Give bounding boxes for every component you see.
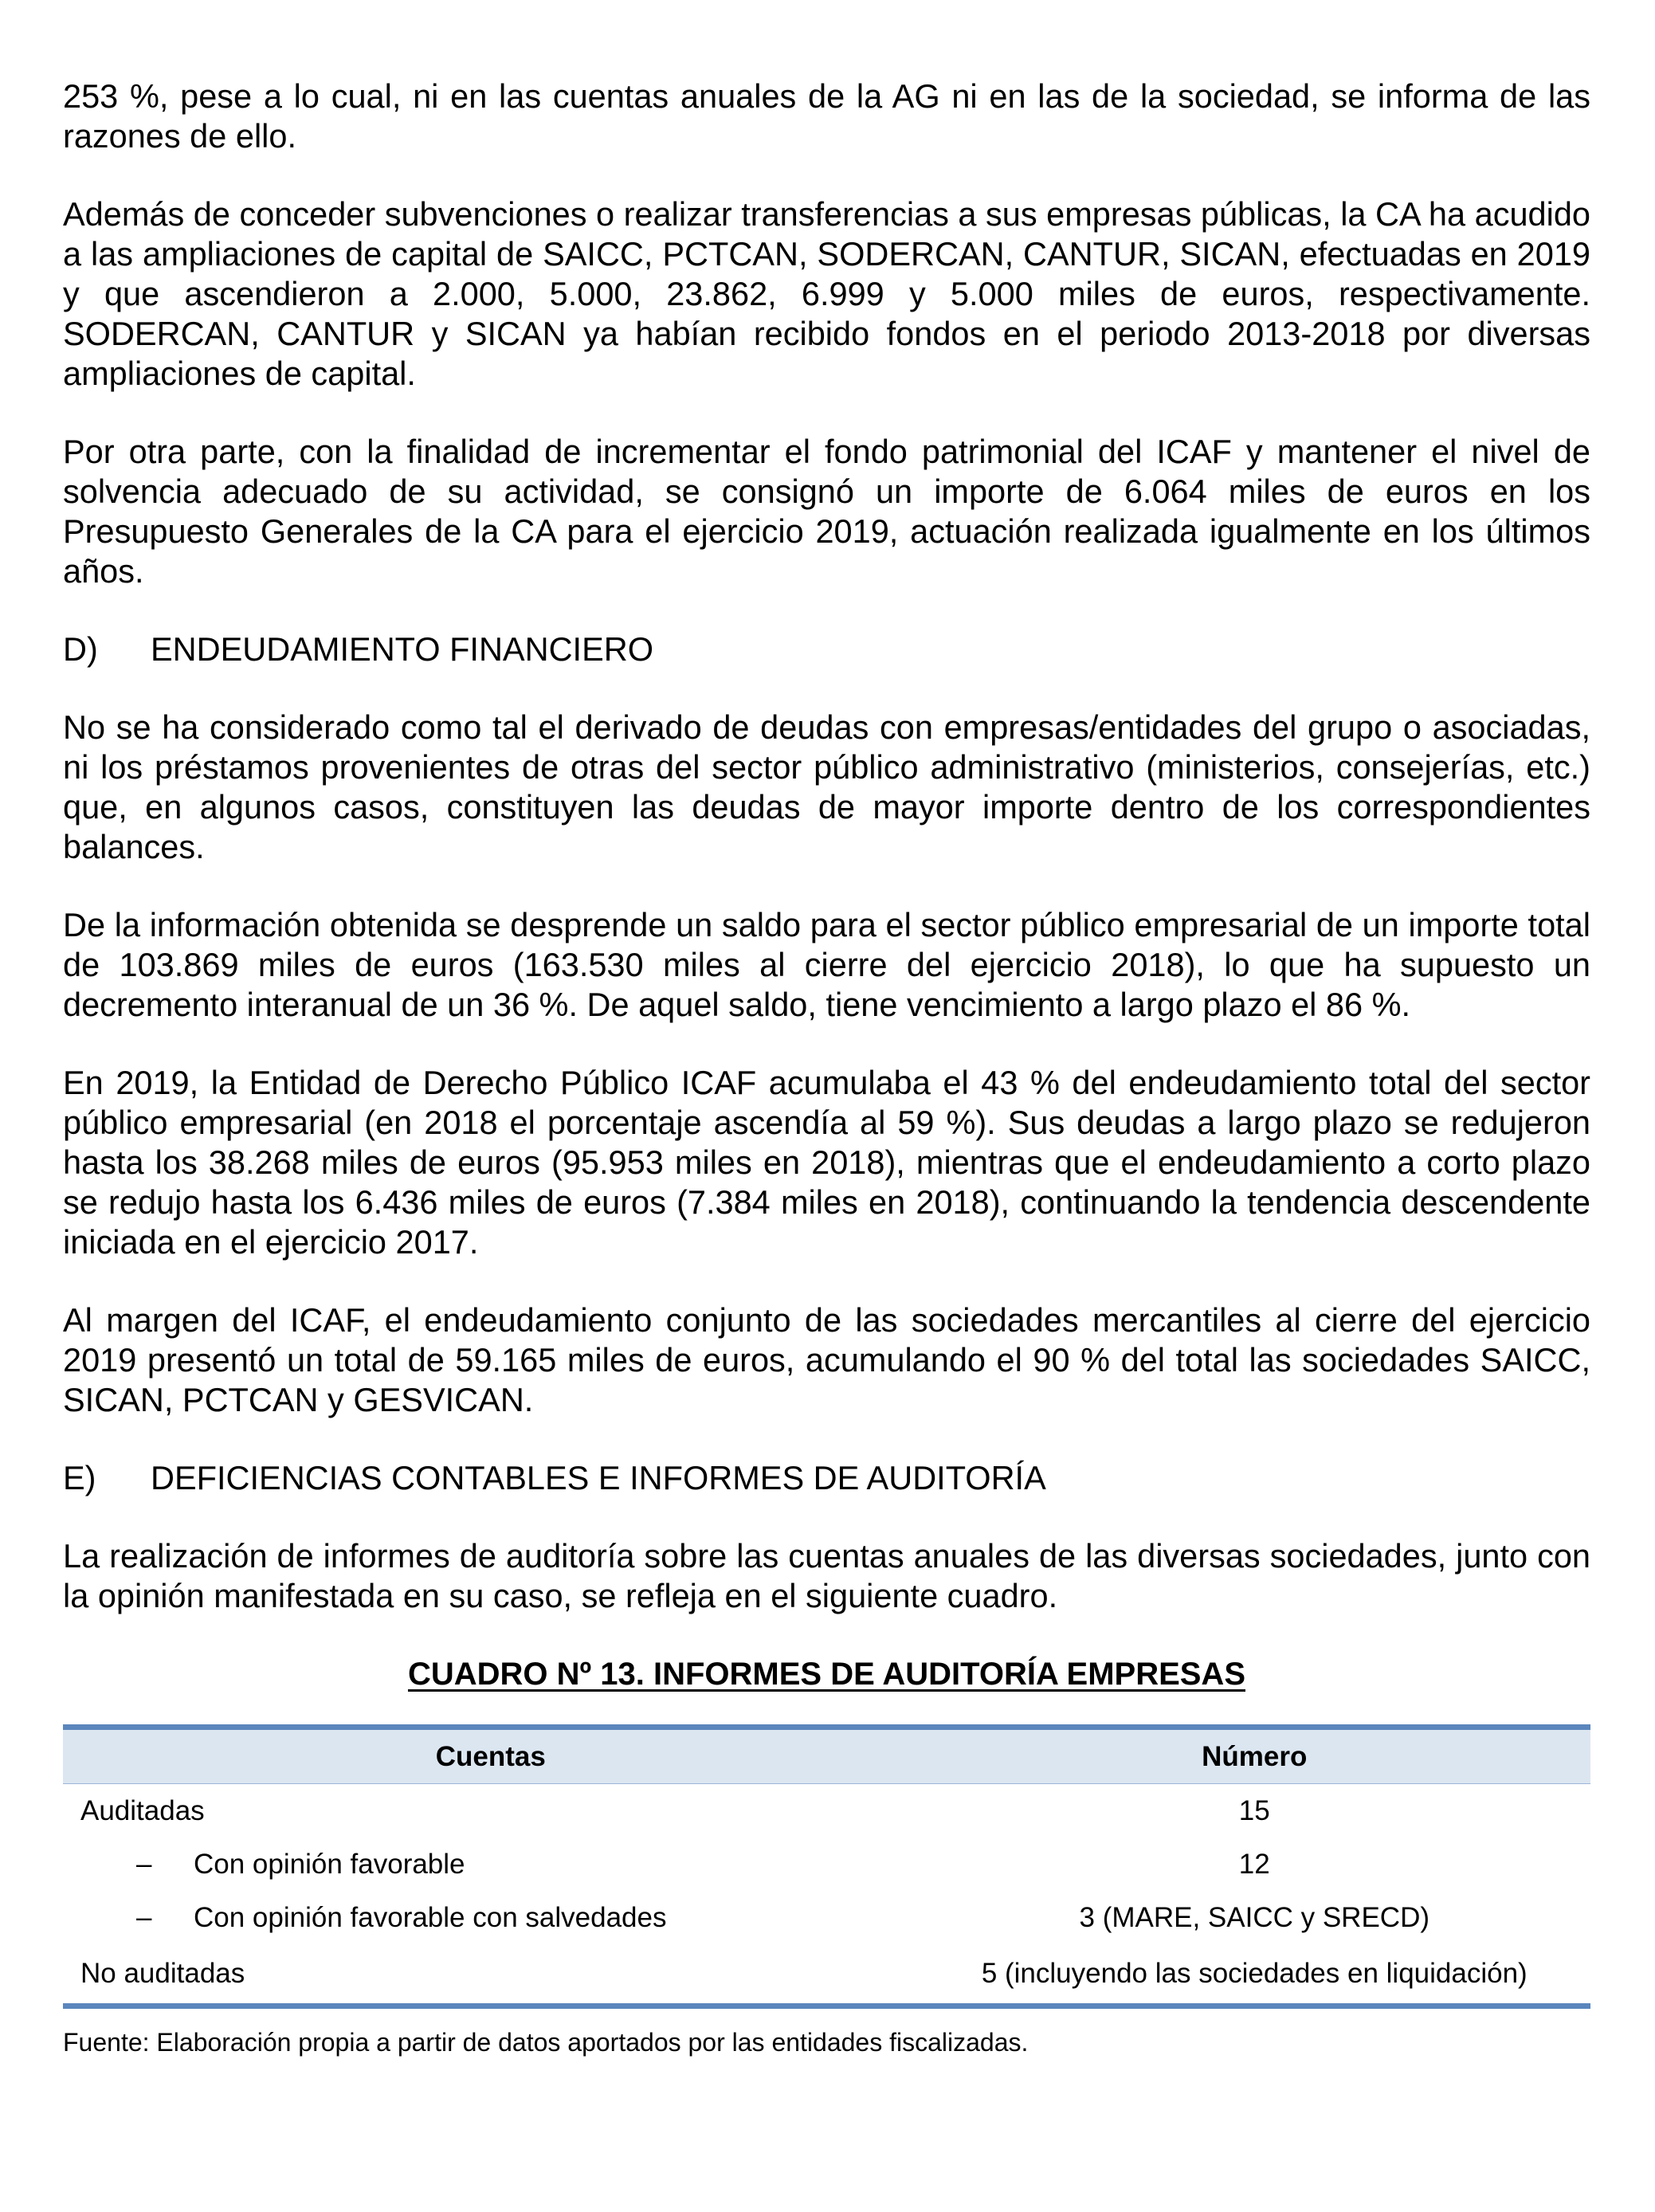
section-title: ENDEUDAMIENTO FINANCIERO	[151, 630, 654, 668]
row-label: Con opinión favorable	[194, 1848, 465, 1880]
bullet-dash: –	[136, 1901, 152, 1933]
audit-table	[63, 1724, 1590, 2009]
row-label: No auditadas	[63, 1944, 919, 2006]
paragraph: De la información obtenida se desprende un saldo para el sector público empresarial de un importe total de 103.869 miles de euros (163.530 miles al cierre del ejercicio 2018), lo que ha supuesto un decremento interanual de un 36 %. De aquel saldo, tiene vencimiento a largo plazo el 86 %.	[63, 906, 1590, 1023]
table-row	[63, 1944, 1590, 2006]
row-label: Auditadas	[80, 1794, 205, 1826]
section-heading-d	[63, 629, 1590, 669]
section-title: DEFICIENCIAS CONTABLES E INFORMES DE AUDITORÍA	[151, 1459, 1046, 1496]
source-note: Fuente: Elaboración propia a partir de datos aportados por las entidades fiscalizadas.	[63, 2028, 1029, 2057]
column-header-numero: Número	[919, 1728, 1590, 1784]
column-header-cuentas: Cuentas	[63, 1728, 919, 1784]
section-heading-e	[63, 1458, 1590, 1498]
table-row	[63, 1837, 1590, 1891]
table-title-text: CUADRO Nº 13. INFORMES DE AUDITORÍA EMPRESAS	[407, 1657, 1245, 1692]
row-value: 15	[1238, 1794, 1270, 1826]
paragraph: No se ha considerado como tal el derivado de deudas con empresas/entidades del grupo o asociadas, ni los préstamos provenientes de otras del sector público administrativo (ministerios, consejerías, etc.) que, en algunos casos, constituyen las deudas de mayor importe dentro de los correspondientes balances.	[63, 708, 1590, 865]
paragraph: Además de conceder subvenciones o realizar transferencias a sus empresas públicas, la CA ha acudido a las ampliaciones de capital de SAICC, PCTCAN, SODERCAN, CANTUR, SICAN, efectuadas en 2019 y que ascendieron a 2.000, 5.000, 23.862, 6.999 y 5.000 miles de euros, respectivamente. SODERCAN, CANTUR y SICAN ya habían recibido fondos en el periodo 2013-2018 por diversas ampliaciones de capital.	[63, 195, 1590, 392]
paragraph: 253 %, pese a lo cual, ni en las cuentas anuales de la AG ni en las de la sociedad, se informa de las razones de ello.	[63, 77, 1590, 155]
row-value: 3 (MARE, SAICC y SRECD)	[1079, 1901, 1429, 1933]
paragraph: Al margen del ICAF, el endeudamiento conjunto de las sociedades mercantiles al cierre del ejercicio 2019 presentó un total de 59.165 miles de euros, acumulando el 90 % del total las sociedades SAICC, SICAN, PCTCAN y GESVICAN.	[63, 1301, 1590, 1418]
table-header-row	[63, 1728, 1590, 1784]
paragraph: En 2019, la Entidad de Derecho Público ICAF acumulaba el 43 % del endeudamiento total del sector público empresarial (en 2018 el porcentaje ascendía al 59 %). Sus deudas a largo plazo se redujeron hasta los 38.268 miles de euros (95.953 miles en 2018), mientras que el endeudamiento a corto plazo se redujo hasta los 6.436 miles de euros (7.384 miles en 2018), continuando la tendencia descendente iniciada en el ejercicio 2017.	[63, 1064, 1590, 1261]
row-label: Con opinión favorable con salvedades	[194, 1901, 667, 1933]
document-page	[63, 76, 1590, 2058]
paragraph: La realización de informes de auditoría sobre las cuentas anuales de las diversas sociedades, junto con la opinión manifestada en su caso, se refleja en el siguiente cuadro.	[63, 1537, 1590, 1614]
table-row	[63, 1784, 1590, 1838]
table-row	[63, 1891, 1590, 1944]
section-letter: D)	[63, 630, 98, 668]
row-label-sub	[63, 1837, 919, 1891]
bullet-dash: –	[136, 1848, 152, 1880]
paragraph: Por otra parte, con la finalidad de incrementar el fondo patrimonial del ICAF y mantener el nivel de solvencia adecuado de su actividad, se consignó un importe de 6.064 miles de euros en los Presupuesto Generales de la CA para el ejercicio 2019, actuación realizada igualmente en los últimos años.	[63, 433, 1590, 590]
section-letter: E)	[63, 1459, 96, 1496]
table-title	[63, 1654, 1590, 1694]
row-value: 12	[1238, 1848, 1270, 1880]
row-value: 5 (incluyendo las sociedades en liquidación)	[919, 1944, 1590, 2006]
row-label-sub	[63, 1891, 919, 1944]
